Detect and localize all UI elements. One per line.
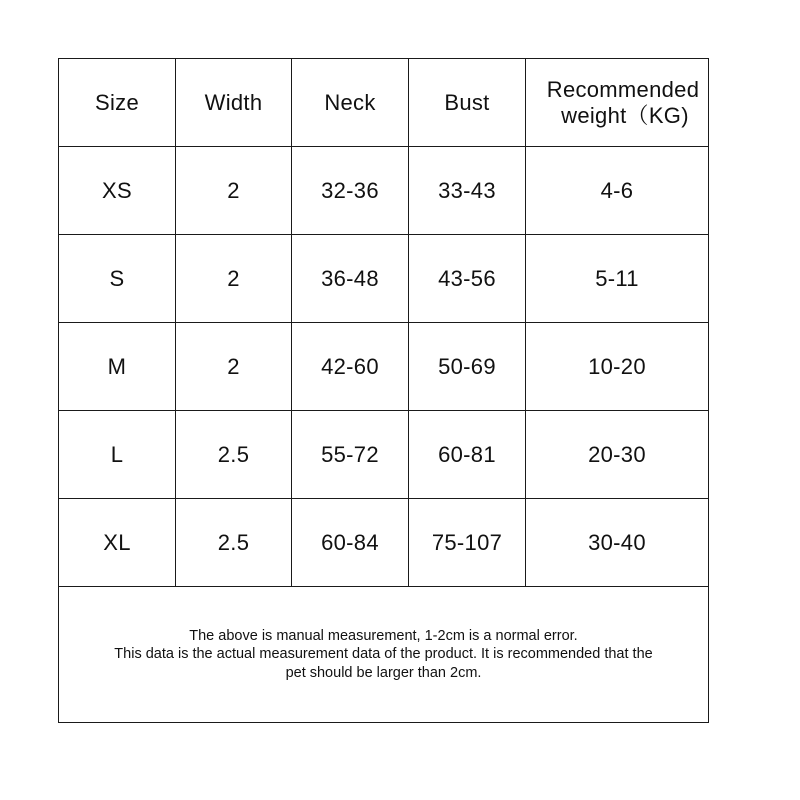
table-row [59,147,709,235]
cell-width: 2 [176,323,292,411]
cell-width: 2 [176,147,292,235]
header-recommended-weight [526,59,709,147]
cell-size: XS [59,147,176,235]
cell-width: 2.5 [176,499,292,587]
cell-size: M [59,323,176,411]
header-width: Width [176,59,292,147]
cell-neck: 42-60 [292,323,409,411]
cell-neck: 36-48 [292,235,409,323]
cell-neck: 60-84 [292,499,409,587]
cell-bust: 60-81 [409,411,526,499]
header-neck: Neck [292,59,409,147]
header-weight-line1: Recommended [546,76,700,102]
cell-neck: 32-36 [292,147,409,235]
note-line-2: This data is the actual measurement data of the product. It is recommended that the [114,646,653,663]
cell-bust: 33-43 [409,147,526,235]
measurement-note [59,587,709,723]
header-size: Size [59,59,176,147]
cell-weight: 4-6 [526,147,709,235]
note-line-1: The above is manual measurement, 1-2cm is a normal error. [189,627,578,644]
cell-bust: 50-69 [409,323,526,411]
cell-weight: 20-30 [526,411,709,499]
cell-bust: 43-56 [409,235,526,323]
cell-width: 2.5 [176,411,292,499]
cell-weight: 10-20 [526,323,709,411]
cell-weight: 5-11 [526,235,709,323]
size-chart-table [58,58,709,723]
cell-weight: 30-40 [526,499,709,587]
table-row [59,323,709,411]
header-row [59,59,709,147]
cell-neck: 55-72 [292,411,409,499]
table-row [59,499,709,587]
note-row [59,587,709,723]
table-row [59,411,709,499]
note-line-3: pet should be larger than 2cm. [285,664,482,681]
header-weight-line2: weight（KG) [561,102,689,128]
header-bust: Bust [409,59,526,147]
cell-size: L [59,411,176,499]
cell-bust: 75-107 [409,499,526,587]
table-row [59,235,709,323]
cell-size: S [59,235,176,323]
cell-size: XL [59,499,176,587]
cell-width: 2 [176,235,292,323]
